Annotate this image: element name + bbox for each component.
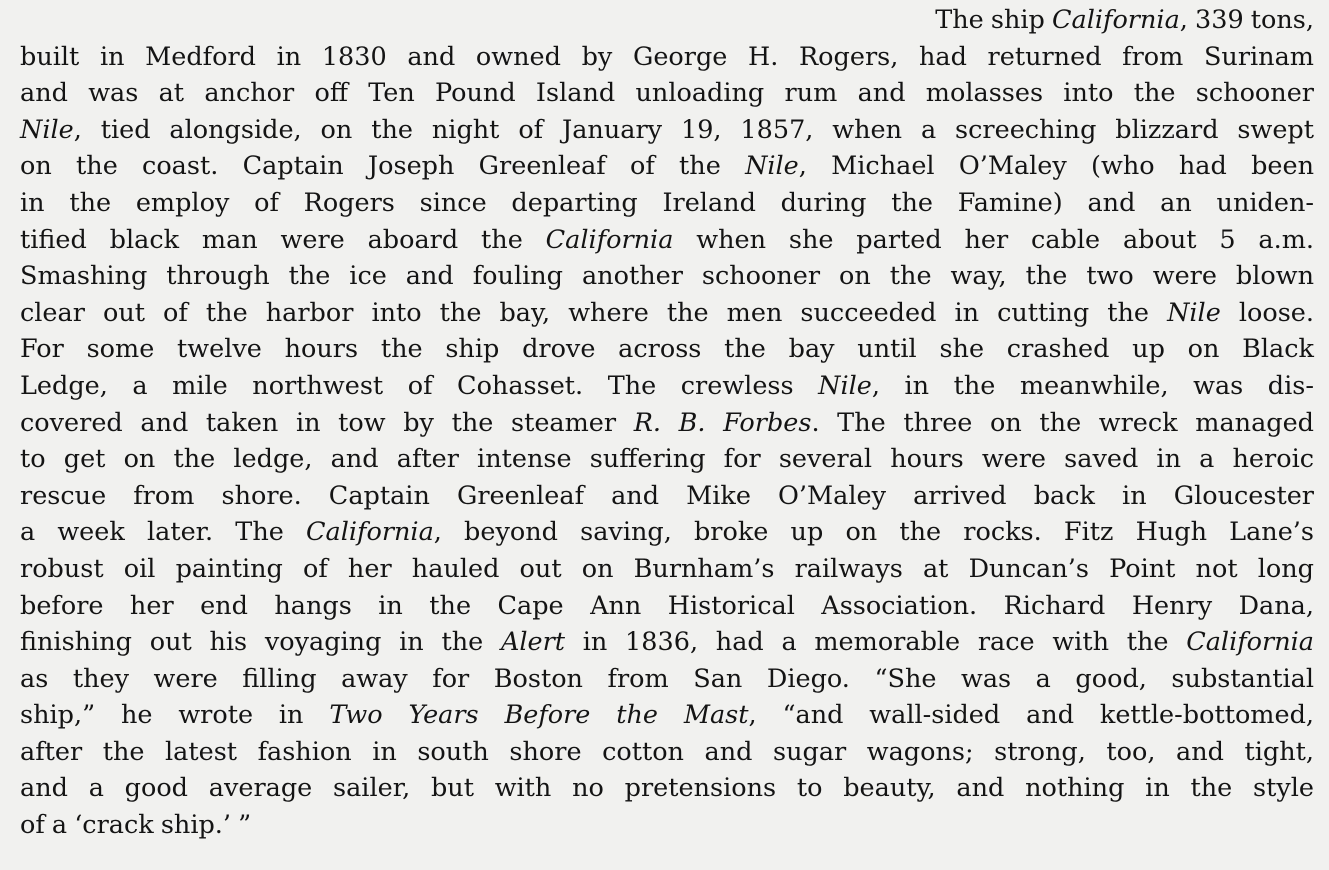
text-line <box>20 441 1314 478</box>
text-segment: rescue from shore. Captain Greenleaf and Mike O’Maley arrived back in Gloucester <box>20 480 1314 511</box>
text-line <box>20 75 1314 112</box>
italic-title-text: California <box>1186 627 1314 658</box>
text-segment: Ledge, a mile northwest of Cohasset. The crewless <box>20 370 819 401</box>
text-segment: , in the meanwhile, was dis- <box>871 370 1314 401</box>
text-line <box>20 661 1314 698</box>
italic-title-text: California <box>1051 5 1180 35</box>
italic-title-text: Two Years Before the Mast <box>329 700 749 731</box>
text-line <box>20 588 1314 625</box>
italic-title-text: California <box>306 517 434 548</box>
text-line <box>20 368 1314 405</box>
text-segment: a week later. The <box>20 517 306 548</box>
text-line <box>20 185 1314 222</box>
text-line <box>20 112 1314 149</box>
text-segment: in 1836, had a memorable race with the <box>565 627 1187 658</box>
text-line <box>20 331 1314 368</box>
text-segment: . The three on the wreck managed <box>811 407 1315 438</box>
text-segment: tified black man were aboard the <box>20 224 546 255</box>
text-segment: built in Medford in 1830 and owned by George H. Rogers, had returned from Surinam <box>20 41 1314 72</box>
text-segment: , “and wall-sided and kettle-bottomed, <box>748 700 1314 731</box>
italic-title-text: California <box>545 224 674 255</box>
text-segment: The ship <box>935 5 1052 35</box>
text-segment: clear out of the harbor into the bay, where the men succeeded in cutting the <box>20 297 1168 328</box>
text-segment: before her end hangs in the Cape Ann Historical Association. Richard Henry Dana, <box>20 590 1314 621</box>
text-segment: robust oil painting of her hauled out on Burnham’s railways at Duncan’s Point not long <box>20 553 1314 584</box>
text-segment: and a good average sailer, but with no pretensions to beauty, and nothing in the style <box>20 773 1314 804</box>
text-segment: covered and taken in tow by the steamer <box>20 407 634 438</box>
text-line <box>20 148 1314 185</box>
text-line <box>20 514 1314 551</box>
text-segment: after the latest fashion in south shore cotton and sugar wagons; strong, too, and tight, <box>20 736 1314 767</box>
italic-title-text: Nile <box>1167 297 1221 328</box>
italic-title-text: Nile <box>745 151 799 182</box>
text-segment: to get on the ledge, and after intense suffering for several hours were saved in a heroic <box>20 444 1314 475</box>
text-segment: of a ‘crack ship.’ ” <box>20 810 252 841</box>
text-segment: , 339 tons, <box>1179 5 1314 35</box>
text-line <box>20 258 1314 295</box>
text-segment: , Michael O’Maley (who had been <box>798 151 1315 182</box>
text-segment: loose. <box>1220 297 1314 328</box>
italic-title-text: Alert <box>500 627 566 658</box>
text-segment: finishing out his voyaging in the <box>20 627 501 658</box>
text-line <box>20 222 1314 259</box>
italic-title-text: Nile <box>818 370 872 401</box>
text-line <box>20 624 1314 661</box>
text-segment: ship,” he wrote in <box>20 700 330 731</box>
text-line <box>20 478 1314 515</box>
text-line <box>20 734 1314 771</box>
text-line <box>20 697 1314 734</box>
text-segment: when she parted her cable about 5 a.m. <box>673 224 1314 255</box>
text-segment: For some twelve hours the ship drove across the bay until she crashed up on Black <box>20 334 1314 365</box>
text-line <box>20 2 1314 39</box>
italic-title-text: Nile <box>20 114 74 145</box>
text-line <box>20 405 1314 442</box>
body-text-paragraph <box>20 2 1314 844</box>
italic-title-text: R. B. Forbes <box>633 407 812 438</box>
text-segment: on the coast. Captain Joseph Greenleaf of the <box>20 151 746 182</box>
text-line <box>20 295 1314 332</box>
text-segment: as they were filling away for Boston from San Diego. “She was a good, substantial <box>20 663 1314 694</box>
text-line <box>20 551 1314 588</box>
text-segment: , tied alongside, on the night of January 19, 1857, when a screeching blizzard swept <box>73 114 1314 145</box>
text-line <box>20 807 1314 844</box>
text-segment: and was at anchor off Ten Pound Island unloading rum and molasses into the schooner <box>20 78 1314 109</box>
text-line <box>20 39 1314 76</box>
text-line <box>20 770 1314 807</box>
text-segment: in the employ of Rogers since departing Ireland during the Famine) and an uniden- <box>20 187 1314 218</box>
text-segment: Smashing through the ice and fouling another schooner on the way, the two were blown <box>20 261 1314 292</box>
text-segment: , beyond saving, broke up on the rocks. Fitz Hugh Lane’s <box>433 517 1314 548</box>
